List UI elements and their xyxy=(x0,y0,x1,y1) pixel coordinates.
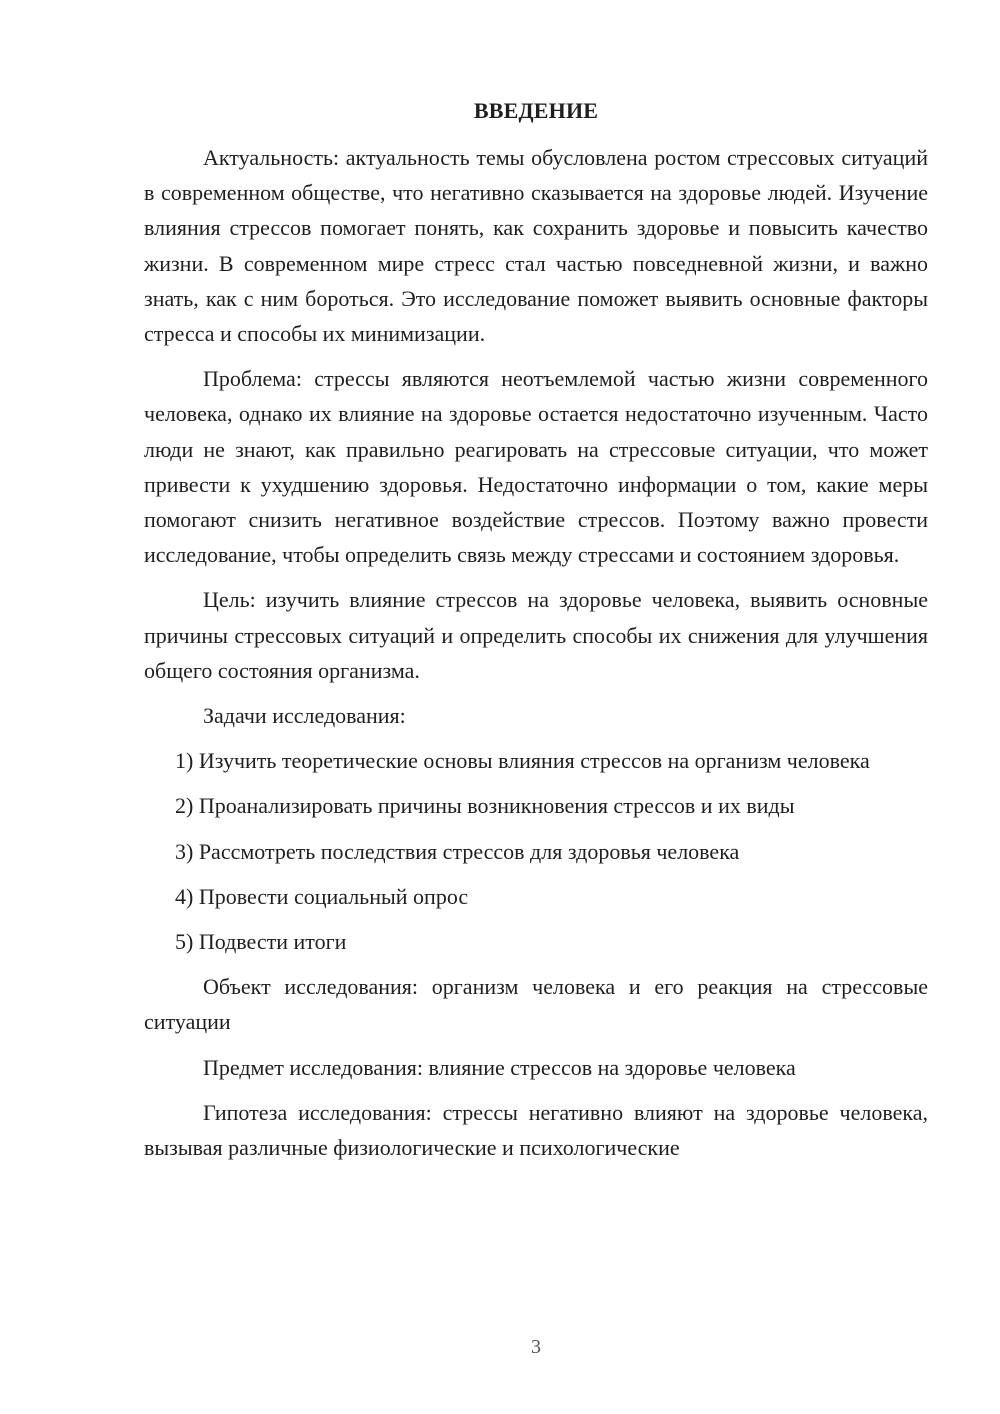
task-item-5: 5) Подвести итоги xyxy=(175,929,347,955)
task-item-1: 1) Изучить теоретические основы влияния стрессов на организм человека xyxy=(175,748,870,774)
task-item-3: 3) Рассмотреть последствия стрессов для здоровья человека xyxy=(175,838,740,864)
relevance-paragraph: Актуальность: актуальность темы обусловлена ростом стрессовых ситуаций в современном обществе, что негативно сказывается на здоровье людей. Изучение влияния стрессов помогает понять, как сохранить здоровье и повысить качество жизни. В современном мире стресс стал частью повседневной жизни, и важно знать, как с ним бороться. Это исследование поможет выявить основные факторы стресса и способы их минимизации. xyxy=(144,145,928,347)
task-item-2: 2) Проанализировать причины возникновения стрессов и их виды xyxy=(175,793,795,819)
research-object-paragraph: Объект исследования: организм человека и его реакция на стрессовые ситуации xyxy=(144,974,928,1035)
problem-paragraph: Проблема: стрессы являются неотъемлемой частью жизни современного человека, однако их влияние на здоровье остается недостаточно изученным. Часто люди не знают, как правильно реагировать на стрессовые ситуации, что может привести к ухудшению здоровья. Недостаточно информации о том, какие меры помогают снизить негативное воздействие стрессов. Поэтому важно провести исследование, чтобы определить связь между стрессами и состоянием здоровья. xyxy=(144,366,928,568)
page-title: ВВЕДЕНИЕ xyxy=(473,98,599,123)
page-number: 3 xyxy=(531,1336,541,1358)
document-body xyxy=(144,140,928,1165)
tasks-heading: Задачи исследования: xyxy=(203,703,406,729)
research-hypothesis-paragraph: Гипотеза исследования: стрессы негативно влияют на здоровье человека, вызывая различные физиологические и психологические xyxy=(144,1099,928,1161)
task-item-4: 4) Провести социальный опрос xyxy=(175,883,469,909)
goal-paragraph: Цель: изучить влияние стрессов на здоровье человека, выявить основные причины стрессовых ситуаций и определить способы их снижения для улучшения общего состояния организма. xyxy=(144,587,928,683)
research-subject-paragraph: Предмет исследования: влияние стрессов на здоровье человека xyxy=(203,1054,796,1080)
